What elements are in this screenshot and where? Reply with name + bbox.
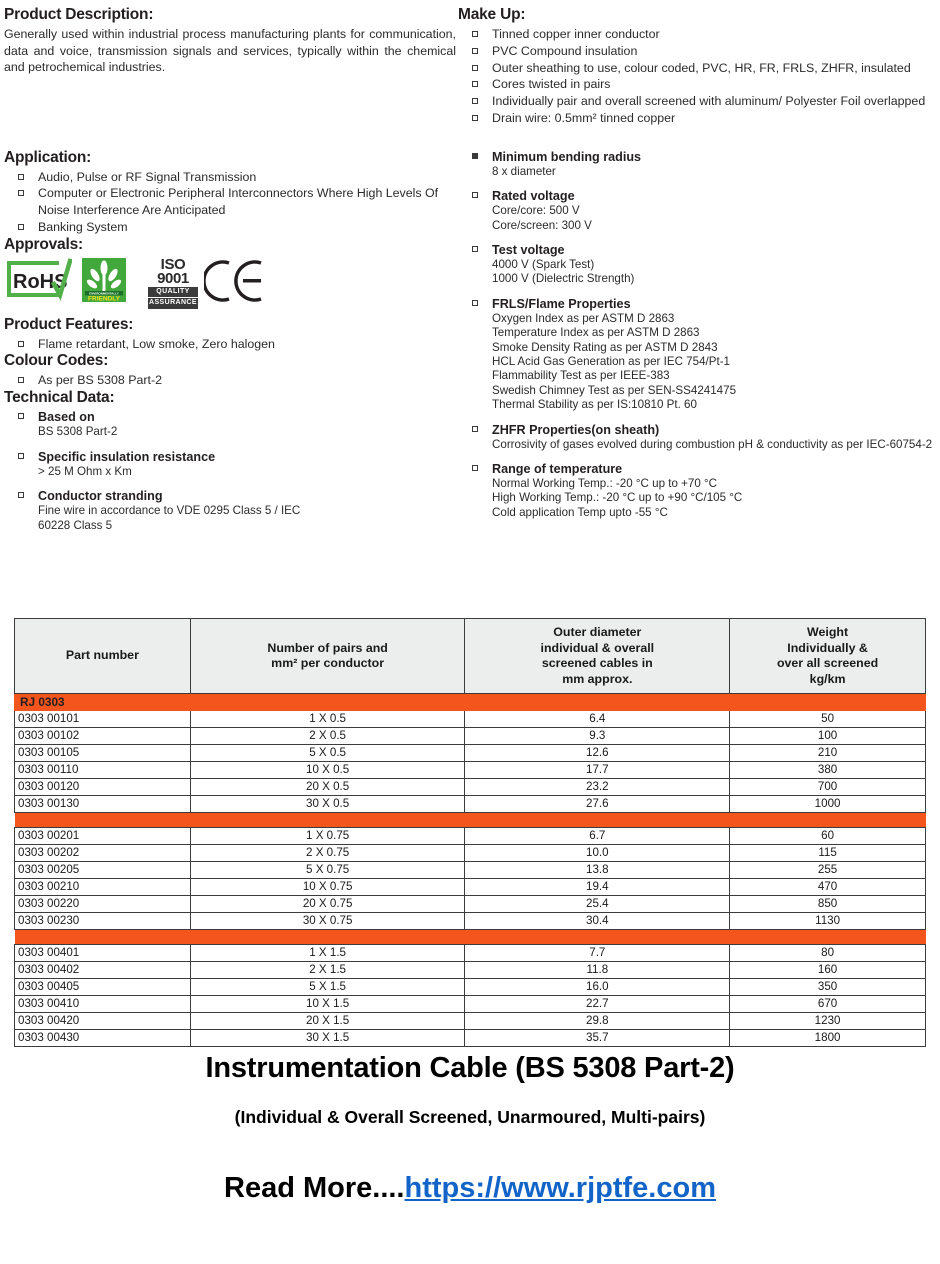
- cell-pairs: 2 X 1.5: [190, 962, 465, 979]
- cell-part-number: 0303 00410: [15, 996, 191, 1013]
- cell-part-number: 0303 00220: [15, 896, 191, 913]
- footer-subtitle: (Individual & Overall Screened, Unarmoured, Multi-pairs): [234, 1107, 706, 1127]
- table-row: [15, 979, 926, 996]
- table-row: [15, 945, 926, 962]
- cell-outer-diameter: 11.8: [465, 962, 730, 979]
- product-description-text: Generally used within industrial process manufacturing plants for communication, data and voice, transmission signals and services, typically within the chemical and petrochemical industries.: [4, 27, 456, 74]
- cell-pairs: 1 X 0.5: [190, 711, 465, 728]
- cell-part-number: 0303 00420: [15, 1013, 191, 1030]
- cell-weight: 1130: [730, 913, 926, 930]
- group-separator-cell: [15, 813, 926, 828]
- cell-weight: 1800: [730, 1030, 926, 1047]
- specification-table: [14, 618, 926, 1047]
- header-line: mm² per conductor: [271, 656, 385, 671]
- square-bullet-icon: [472, 192, 478, 198]
- cell-pairs: 10 X 0.5: [190, 762, 465, 779]
- cell-weight: 60: [730, 828, 926, 845]
- list-item: FRLS/Flame Properties Oxygen Index as per ASTM D 2863 Temperature Index as per ASTM D 2863 Smoke Density Rating as per ASTM D 2843 HCL Acid Gas Generation as per IEC 754/Pt-1 Flammability Test as per IEEE-383 Swedish Chimney Test as per SEN-SS4241475 Thermal Stability as per IS:10810 Pt. 60: [458, 296, 936, 413]
- cell-outer-diameter: 13.8: [465, 862, 730, 879]
- cell-part-number: 0303 00430: [15, 1030, 191, 1047]
- list-item: ZHFR Properties(on sheath) Corrosivity of gases evolved during combustion pH & conductivity as per IEC-60754-2: [458, 422, 936, 452]
- header-line: individual & overall: [540, 640, 655, 655]
- ce-mark-logo-icon: [204, 258, 266, 304]
- list-item: Conductor stranding Fine wire in accordance to VDE 0295 Class 5 / IEC 60228 Class 5: [4, 488, 456, 533]
- approvals-heading: Approvals:: [4, 235, 83, 253]
- application-heading: Application:: [4, 148, 92, 166]
- approval-logos: [4, 255, 456, 308]
- iso-band-quality: QUALITY: [148, 287, 198, 297]
- list-item: Outer sheathing to use, colour coded, PVC, HR, FR, FRLS, ZHFR, insulated: [458, 60, 936, 77]
- technical-data-list: [4, 409, 456, 533]
- cell-weight: 380: [730, 762, 926, 779]
- header-line: mm approx.: [562, 671, 633, 686]
- header-line: Weight: [807, 625, 849, 639]
- cell-outer-diameter: 27.6: [465, 796, 730, 813]
- header-line: over all screened: [776, 656, 879, 671]
- application-list: [4, 169, 456, 236]
- list-item: Tinned copper inner conductor: [458, 26, 936, 43]
- environmental-friendly-logo-icon: [82, 258, 126, 302]
- table-row: [15, 962, 926, 979]
- cell-part-number: 0303 00202: [15, 845, 191, 862]
- technical-data-heading: Technical Data:: [4, 389, 115, 407]
- list-item: Rated voltage Core/core: 500 V Core/screen: 300 V: [458, 188, 936, 233]
- square-bullet-icon: [472, 48, 478, 54]
- cell-outer-diameter: 9.3: [465, 728, 730, 745]
- cell-pairs: 2 X 0.75: [190, 845, 465, 862]
- column-header-outer-diameter: [465, 619, 730, 694]
- cell-outer-diameter: 23.2: [465, 779, 730, 796]
- cell-outer-diameter: 30.4: [465, 913, 730, 930]
- table-row: [15, 728, 926, 745]
- cell-outer-diameter: 6.7: [465, 828, 730, 845]
- cell-weight: 1000: [730, 796, 926, 813]
- square-bullet-icon: [472, 31, 478, 37]
- cell-weight: 255: [730, 862, 926, 879]
- table-header-row: [15, 619, 926, 694]
- cell-pairs: 30 X 0.75: [190, 913, 465, 930]
- group-separator: [15, 930, 926, 945]
- cell-pairs: 30 X 1.5: [190, 1030, 465, 1047]
- cell-weight: 850: [730, 896, 926, 913]
- group-separator-cell: [15, 930, 926, 945]
- square-bullet-icon: [18, 377, 24, 383]
- cell-pairs: 10 X 0.75: [190, 879, 465, 896]
- header-line: Outer diameter: [553, 625, 642, 639]
- cell-outer-diameter: 17.7: [465, 762, 730, 779]
- list-item: Range of temperature Normal Working Temp.: -20 °C up to +70 °C High Working Temp.: -20 °C up to +90 °C/105 °C Cold application Temp upto -55 °C: [458, 461, 936, 520]
- cell-part-number: 0303 00201: [15, 828, 191, 845]
- cell-pairs: 20 X 0.5: [190, 779, 465, 796]
- table-row: [15, 845, 926, 862]
- square-bullet-icon: [472, 115, 478, 121]
- cell-weight: 100: [730, 728, 926, 745]
- group-band-row: [15, 694, 926, 711]
- svg-text:ENVIRONMENTALLY: ENVIRONMENTALLY: [89, 291, 119, 296]
- read-more-label: Read More....: [224, 1172, 405, 1204]
- column-header-weight: [730, 619, 926, 694]
- table-row: [15, 996, 926, 1013]
- list-item: Minimum bending radius 8 x diameter: [458, 149, 936, 179]
- iso-band-assurance: ASSURANCE: [148, 298, 198, 308]
- cell-part-number: 0303 00101: [15, 711, 191, 728]
- cell-weight: 210: [730, 745, 926, 762]
- product-description-heading: Product Description:: [4, 6, 154, 23]
- header-line: kg/km: [809, 671, 846, 686]
- list-item: Banking System: [4, 219, 456, 236]
- table-row: [15, 1013, 926, 1030]
- square-bullet-icon: [472, 81, 478, 87]
- website-link[interactable]: https://www.rjptfe.com: [404, 1172, 716, 1204]
- cell-pairs: 5 X 0.5: [190, 745, 465, 762]
- cell-outer-diameter: 19.4: [465, 879, 730, 896]
- table-row: [15, 779, 926, 796]
- list-item: Cores twisted in pairs: [458, 76, 936, 93]
- cell-pairs: 1 X 0.75: [190, 828, 465, 845]
- table-row: [15, 762, 926, 779]
- list-item: Flame retardant, Low smoke, Zero halogen: [4, 336, 456, 353]
- table-row: [15, 862, 926, 879]
- cell-weight: 80: [730, 945, 926, 962]
- cell-weight: 670: [730, 996, 926, 1013]
- cell-outer-diameter: 7.7: [465, 945, 730, 962]
- table-row: [15, 913, 926, 930]
- group-band-label: RJ 0303: [15, 694, 926, 711]
- list-item: Based on BS 5308 Part-2: [4, 409, 456, 439]
- cell-part-number: 0303 00130: [15, 796, 191, 813]
- cell-outer-diameter: 22.7: [465, 996, 730, 1013]
- list-item: Test voltage 4000 V (Spark Test) 1000 V (Dielectric Strength): [458, 242, 936, 287]
- cell-pairs: 20 X 0.75: [190, 896, 465, 913]
- read-more-line: [0, 1172, 940, 1205]
- cell-pairs: 10 X 1.5: [190, 996, 465, 1013]
- header-line: Individually &: [787, 640, 868, 655]
- cell-part-number: 0303 00120: [15, 779, 191, 796]
- table-header: [15, 619, 926, 694]
- square-bullet-icon: [18, 453, 24, 459]
- cell-pairs: 5 X 1.5: [190, 979, 465, 996]
- product-features-list: [4, 336, 456, 353]
- cell-outer-diameter: 10.0: [465, 845, 730, 862]
- square-bullet-icon: [472, 426, 478, 432]
- cell-part-number: 0303 00102: [15, 728, 191, 745]
- cell-weight: 160: [730, 962, 926, 979]
- cell-weight: 50: [730, 711, 926, 728]
- footer-title: Instrumentation Cable (BS 5308 Part-2): [205, 1052, 735, 1084]
- svg-text:RoHS: RoHS: [13, 270, 68, 293]
- square-bullet-icon: [472, 153, 478, 159]
- cell-part-number: 0303 00105: [15, 745, 191, 762]
- cell-weight: 700: [730, 779, 926, 796]
- header-line: screened cables in: [541, 656, 653, 671]
- header-line: Number of pairs and: [267, 640, 388, 655]
- group-separator: [15, 813, 926, 828]
- square-bullet-icon: [472, 65, 478, 71]
- cell-weight: 470: [730, 879, 926, 896]
- list-item: Individually pair and overall screened with aluminum/ Polyester Foil overlapped: [458, 93, 936, 110]
- cell-outer-diameter: 12.6: [465, 745, 730, 762]
- list-item: PVC Compound insulation: [458, 43, 936, 60]
- square-bullet-icon: [18, 492, 24, 498]
- cell-pairs: 30 X 0.5: [190, 796, 465, 813]
- cell-outer-diameter: 29.8: [465, 1013, 730, 1030]
- cell-part-number: 0303 00401: [15, 945, 191, 962]
- column-header-pairs: [190, 619, 465, 694]
- iso-9001-logo-icon: [148, 255, 198, 307]
- square-bullet-icon: [18, 174, 24, 180]
- table-row: [15, 828, 926, 845]
- square-bullet-icon: [472, 300, 478, 306]
- iso-line-1: ISO: [160, 255, 186, 273]
- footer: [0, 1052, 940, 1205]
- cell-weight: 115: [730, 845, 926, 862]
- iso-line-2: 9001: [157, 269, 189, 287]
- make-up-list: [458, 26, 936, 127]
- square-bullet-icon: [18, 341, 24, 347]
- list-item: Drain wire: 0.5mm² tinned copper: [458, 110, 936, 127]
- table-row: [15, 796, 926, 813]
- cell-part-number: 0303 00110: [15, 762, 191, 779]
- cell-outer-diameter: 25.4: [465, 896, 730, 913]
- cell-part-number: 0303 00230: [15, 913, 191, 930]
- make-up-heading: Make Up:: [458, 6, 526, 23]
- cell-pairs: 1 X 1.5: [190, 945, 465, 962]
- cell-part-number: 0303 00210: [15, 879, 191, 896]
- cell-pairs: 2 X 0.5: [190, 728, 465, 745]
- list-item: Specific insulation resistance > 25 M Ohm x Km: [4, 449, 456, 479]
- right-column: [458, 6, 936, 529]
- square-bullet-icon: [472, 98, 478, 104]
- cell-pairs: 5 X 0.75: [190, 862, 465, 879]
- cell-outer-diameter: 16.0: [465, 979, 730, 996]
- square-bullet-icon: [472, 246, 478, 252]
- list-item: Audio, Pulse or RF Signal Transmission: [4, 169, 456, 186]
- square-bullet-icon: [18, 413, 24, 419]
- list-item: Computer or Electronic Peripheral Interconnectors Where High Levels Of Noise Interference Are Anticipated: [4, 185, 456, 219]
- table-row: [15, 1030, 926, 1047]
- table-row: [15, 896, 926, 913]
- list-item: As per BS 5308 Part-2: [4, 372, 456, 389]
- table-row: [15, 711, 926, 728]
- cell-outer-diameter: 6.4: [465, 711, 730, 728]
- svg-text:FRIENDLY: FRIENDLY: [88, 295, 120, 302]
- square-bullet-icon: [18, 190, 24, 196]
- colour-codes-heading: Colour Codes:: [4, 352, 109, 370]
- cell-weight: 350: [730, 979, 926, 996]
- square-bullet-icon: [18, 224, 24, 230]
- cell-outer-diameter: 35.7: [465, 1030, 730, 1047]
- cell-part-number: 0303 00402: [15, 962, 191, 979]
- table-body: [15, 694, 926, 1047]
- cell-pairs: 20 X 1.5: [190, 1013, 465, 1030]
- rohs-logo-icon: [6, 258, 72, 302]
- table-row: [15, 879, 926, 896]
- cell-weight: 1230: [730, 1013, 926, 1030]
- table-row: [15, 745, 926, 762]
- square-bullet-icon: [472, 465, 478, 471]
- cell-part-number: 0303 00205: [15, 862, 191, 879]
- cell-part-number: 0303 00405: [15, 979, 191, 996]
- left-column: [4, 6, 456, 542]
- product-features-heading: Product Features:: [4, 315, 134, 333]
- column-header-part-number: Part number: [15, 619, 191, 694]
- colour-codes-list: [4, 372, 456, 389]
- specifications-list: [458, 149, 936, 521]
